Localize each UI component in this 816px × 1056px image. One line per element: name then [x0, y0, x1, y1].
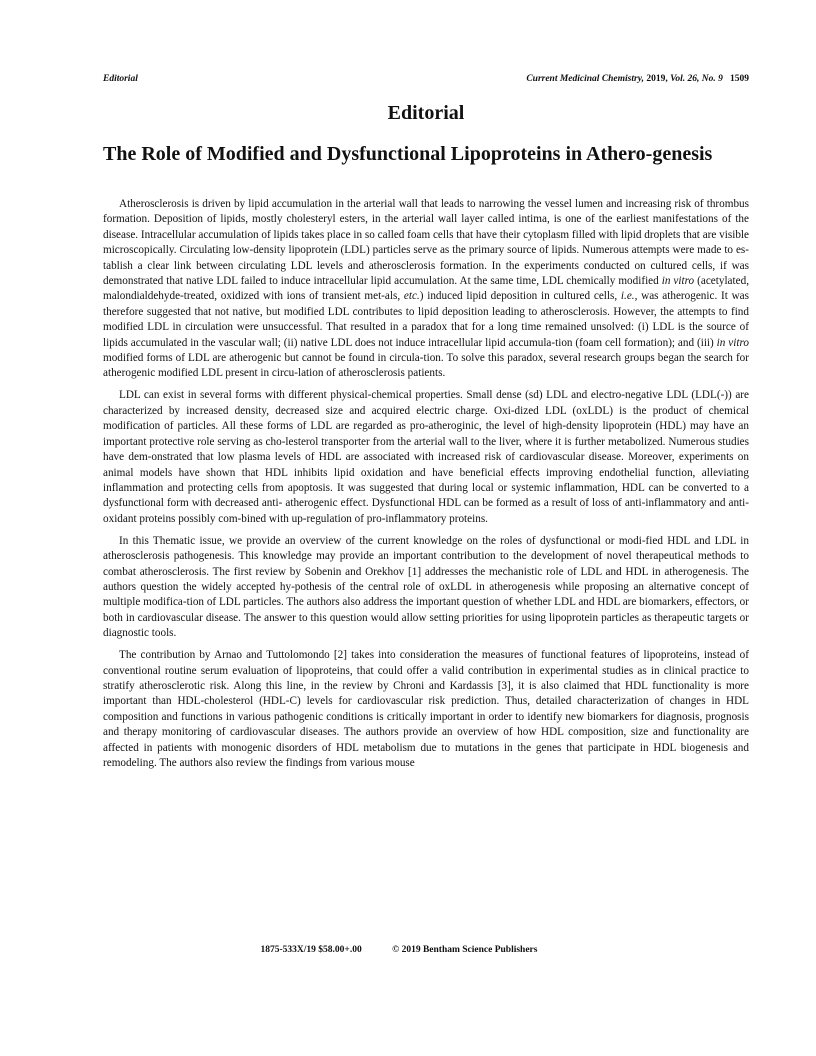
paragraph-1 [103, 197, 749, 382]
footer-copyright: © 2019 Bentham Science Publishers [392, 945, 538, 955]
paragraph-2: LDL can exist in several forms with different physical-chemical properties. Small dense (sd) LDL and electro-negative LDL (LDL(-)) are characterized by increased density, decreased size and acquired electric charge. Oxi-dized LDL (oxLDL) is the product of chemical modification of particles. All these forms of LDL are regarded as pro-atheroginic, the level of high-density lipoprotein (HDL) may have an important protective role serving as cho-lesterol transporter from the arterial wall to the liver, where it is further metabolized. Numerous studies have dem-onstrated that low plasma levels of HDL are associated with increased risk of cardiovascular disease. Moreover, experiments on animal models have shown that HDL inhibits lipid oxidation and have beneficial effects improving endothelial function, alleviating inflammation and protecting cells from apoptosis. It was suggested that during local or systemic inflammation, HDL can be converted to a dysfunctional form with decreased anti- atherogenic effect. Dysfunctional HDL can be formed as a result of loss of anti-inflammatory and anti-oxidant proteins possibly com-bined with up-regulation of pro-inflammatory proteins. [103, 389, 749, 525]
italic-ie: i.e., [620, 290, 638, 303]
paragraph-1-text-b: (acetylated, malondialdehyde-treated, oxidized with ions of transient met-als, [103, 275, 749, 303]
journal-volume: Vol. 26, No. 9 [670, 74, 723, 84]
section-heading: Editorial [387, 102, 465, 124]
footer-issn: 1875-533X/19 $58.00+.00 [260, 945, 362, 955]
italic-in-vitro-2: in vitro [716, 336, 749, 349]
paragraph-1-text-e: modified forms of LDL are atherogenic but cannot be found in circula-tion. To solve this paradox, several research groups began the search for atherogenic modified LDL present in circu-lation of atherosclerosis patients. [103, 352, 749, 380]
italic-etc: etc. [403, 290, 420, 303]
running-head-section: Editorial [103, 74, 138, 84]
italic-in-vitro: in vitro [661, 275, 695, 288]
paragraph-1-text-a: Atherosclerosis is driven by lipid accumulation in the arterial wall that leads to narrowing the vessel lumen and increasing risk of thrombus formation. Deposition of lipids, mostly cholesteryl esters, in the arterial wall layer called intima, is one of the earliest manifestations of the disease. Intracellular accumulation of lipids takes place in so called foam cells that have their cytoplasm filled with lipid droplets that are visible microscopically. Circulating low-density lipoprotein (LDL) particles serve as the primary source of lipids. Numerous attempts were made to es-tablish a clear link between circulating LDL levels and atherosclerosis formation. In the experiments conducted on cultured cells, if was demonstrated that native LDL failed to induce intracellular lipid accumulation. At the same time, LDL chemically modified [103, 198, 749, 288]
page-footer [103, 945, 749, 955]
paragraph-1-text-d: was atherogenic. It was therefore suggested that not native, but modified LDL contributes to lipid deposition leading to atherosclerosis. However, the attempts to find modified LDL in circulation were unsuccessful. That resulted in a paradox that for a long time remained unsolved: (i) LDL is the source of lipids accumulated in the vascular wall; (ii) native LDL does not induce intracellular lipid accumula-tion (foam cell formation); and (iii) [103, 290, 750, 349]
paragraph-4: The contribution by Arnao and Tuttolomondo [2] takes into consideration the measures of functional features of lipoproteins, instead of conventional routine serum evaluation of lipoproteins, that could offer a valid contribution in experimental studies as in clinical practice to stratify atherosclerotic risk. Along this line, in the review by Chroni and Kardassis [3], it is also claimed that HDL functionality is more important than HDL-cholesterol (HDL-C) levels for cardiovascular risk prediction. Thus, detailed characterization of changes in HDL composition and functions in various pathogenic conditions is critically important in order to identify new biomarkers for diagnosis, prognosis and therapy monitoring of cardiovascular diseases. The authors provide an overview of how HDL composition, size and functionality are affected in patients with monogenic disorders of HDL metabolism due to mutations in the genes that participate in HDL biogenesis and remodeling. The authors also review the findings from various mouse [103, 649, 749, 769]
paragraph-3: In this Thematic issue, we provide an overview of the current knowledge on the roles of dysfunctional or modi-fied HDL and LDL in atherosclerosis pathogenesis. This knowledge may provide an important contribution to the development of novel therapeutical methods to combat atherosclerosis. The first review by Sobenin and Orekhov [1] addresses the mechanistic role of LDL and HDL in atherogenesis. The authors question the widely accepted hy-pothesis of the central role of oxLDL in atherogenesis while proposing an alternative concept of multiple modifica-tion of LDL particles. The authors also address the important question of whether LDL and HDL are biomarkers, effectors, or both in cardiovascular disease. The answer to this question would allow setting priorities for using lipoprotein particles as therapeutic targets or diagnostic tools. [103, 534, 749, 640]
page-number: 1509 [730, 74, 749, 84]
journal-year: 2019, [646, 74, 668, 84]
journal-name: Current Medicinal Chemistry, [526, 74, 644, 84]
running-head-citation [526, 74, 749, 84]
paragraph-1-text-c: ) induced lipid deposition in cultured cells, [419, 290, 621, 303]
article-body [103, 197, 749, 778]
article-title: The Role of Modified and Dysfunctional Lipoproteins in Athero-genesis [103, 143, 713, 165]
